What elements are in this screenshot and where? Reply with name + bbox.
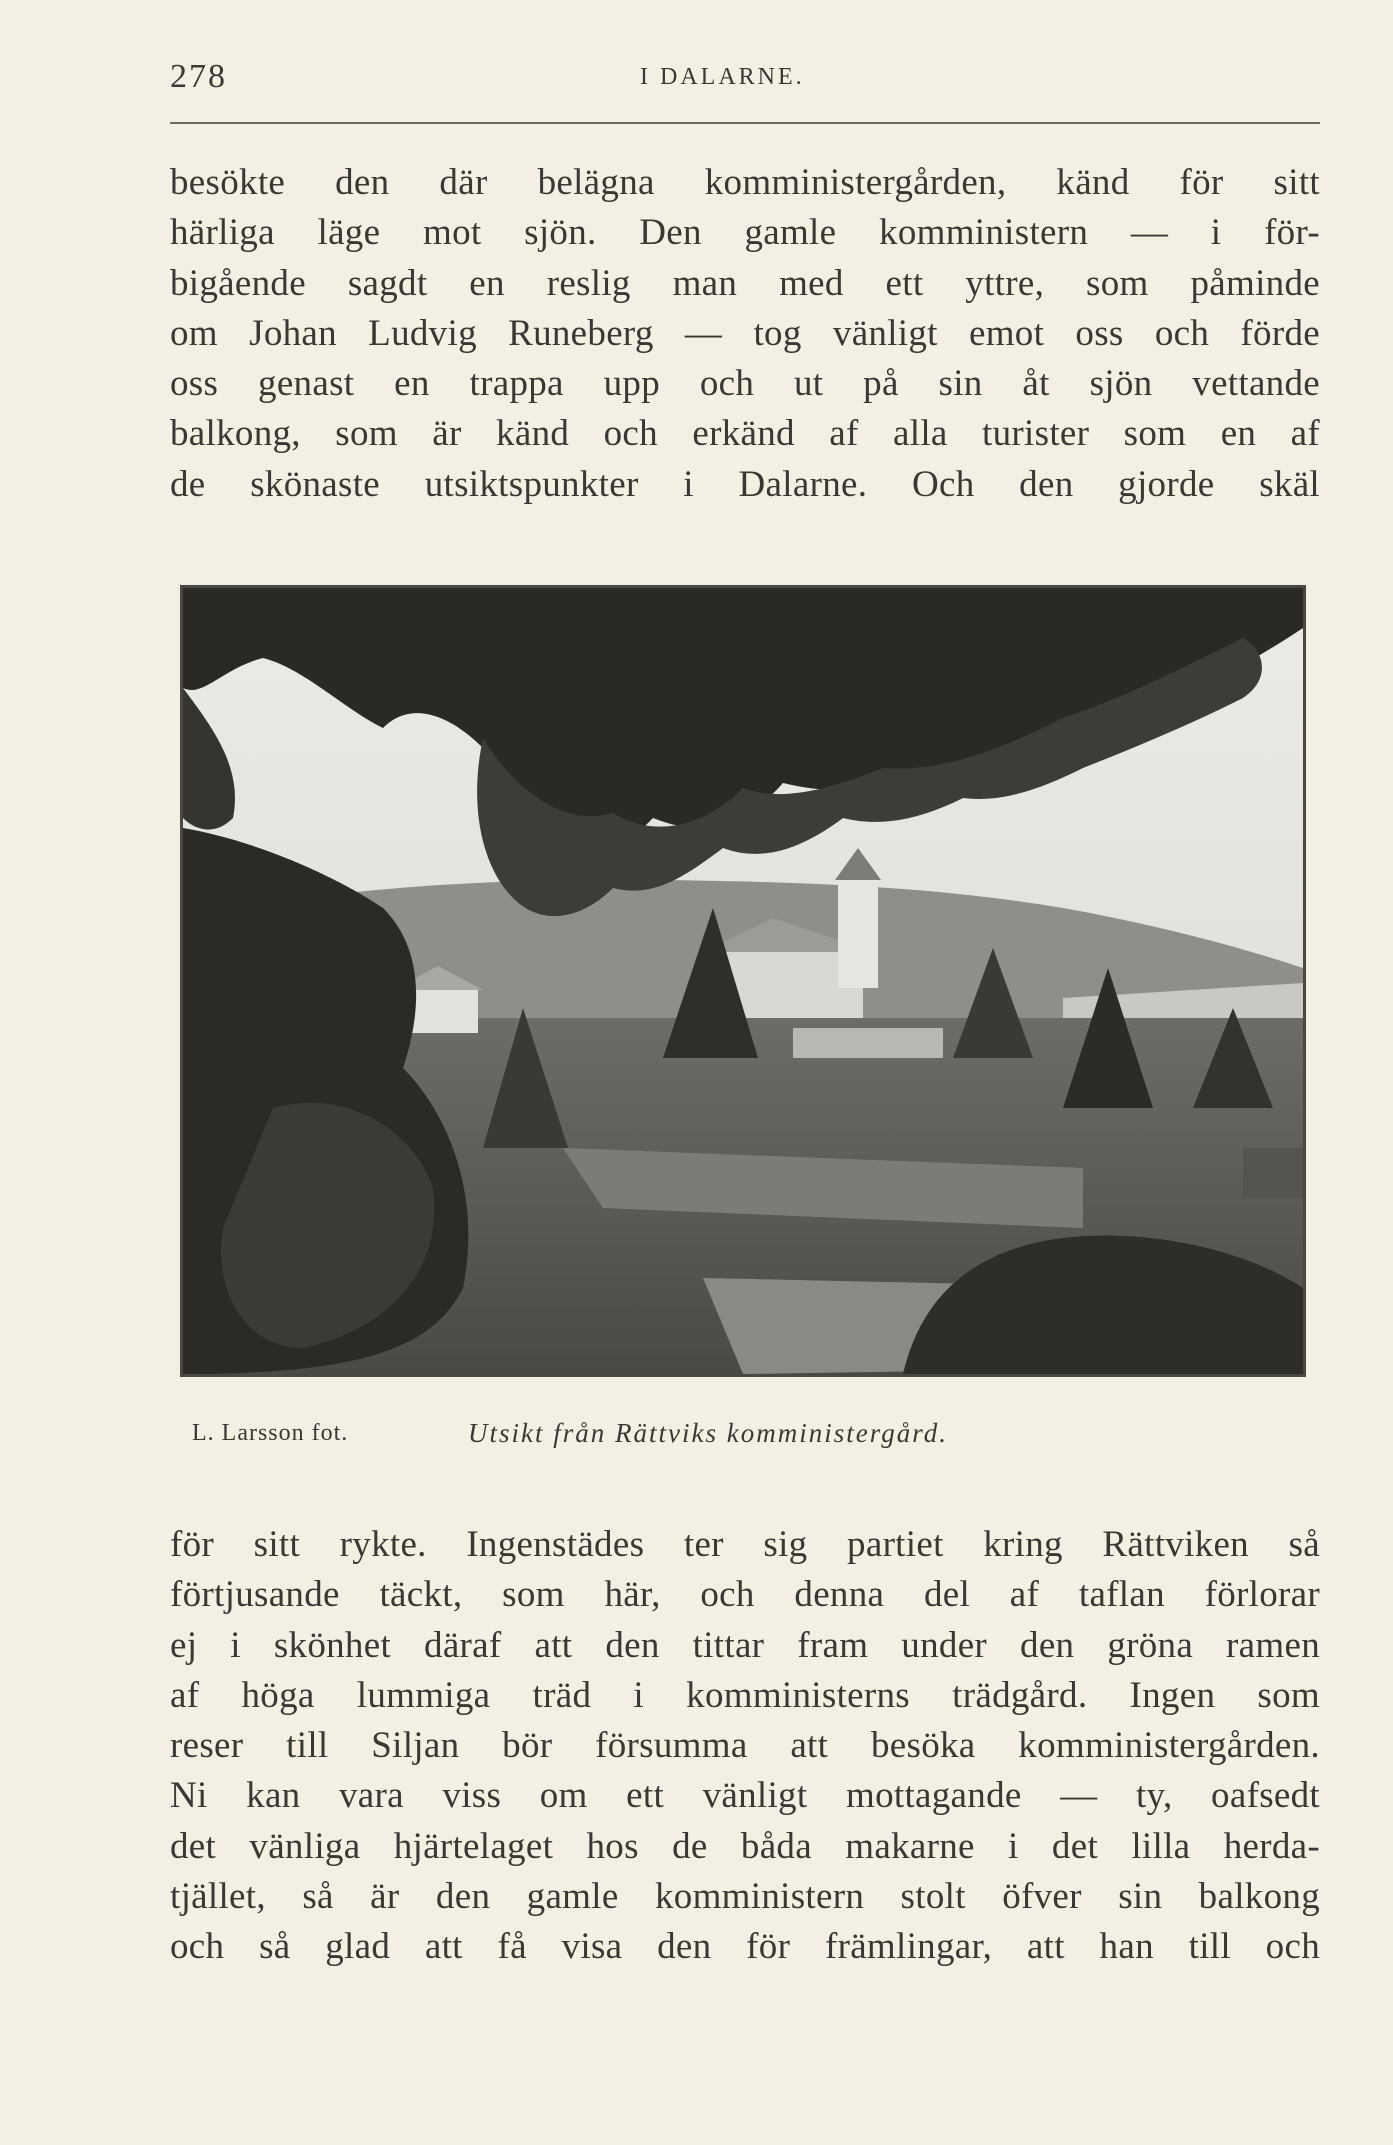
text-line: ej i skönhet däraf att den tittar fram under den gröna ramen: [170, 1624, 1320, 1666]
text-line: bigående sagdt en reslig man med ett yttre, som påminde: [170, 262, 1320, 304]
text-line: förtjusande täckt, som här, och denna del af taflan förlorar: [170, 1574, 1320, 1616]
text-line: reser till Siljan bör försumma att besöka komministergården.: [170, 1725, 1320, 1767]
text-line: tjället, så är den gamle komministern stolt öfver sin balkong: [170, 1876, 1320, 1918]
running-head: [170, 58, 1320, 98]
text-line: balkong, som är känd och erkänd af alla turister som en af: [170, 413, 1320, 455]
text-line: om Johan Ludvig Runeberg — tog vänligt emot oss och förde: [170, 312, 1320, 354]
paragraph-top: [170, 158, 1320, 510]
text-line: besökte den där belägna komministergården, känd för sitt: [170, 162, 1320, 203]
text-line: de skönaste utsiktspunkter i Dalarne. Och den gjorde skäl: [170, 463, 1320, 505]
page-number: 278: [170, 58, 227, 95]
text-line: det vänliga hjärtelaget hos de båda makarne i det lilla herda-: [170, 1825, 1320, 1867]
running-title: I DALARNE.: [640, 64, 805, 90]
photograph-plate: [180, 585, 1306, 1377]
text-line: af höga lummiga träd i komministerns trädgård. Ingen som: [170, 1674, 1320, 1716]
text-line: för sitt rykte. Ingenstädes ter sig partiet kring Rättviken så: [170, 1524, 1320, 1565]
paragraph-bottom: [170, 1520, 1320, 1973]
header-rule: [170, 122, 1320, 124]
figure-caption: Utsikt från Rättviks komministergård.: [468, 1418, 948, 1448]
text-line: Ni kan vara viss om ett vänligt mottagande — ty, oafsedt: [170, 1775, 1320, 1817]
text-line: och så glad att få visa den för främlingar, att han till och: [170, 1926, 1320, 1968]
text-line: oss genast en trappa upp och ut på sin åt sjön vettande: [170, 363, 1320, 405]
text-line: härliga läge mot sjön. Den gamle komministern — i för-: [170, 212, 1320, 254]
photo-credit: L. Larsson fot.: [192, 1420, 349, 1446]
landscape-photo: [183, 588, 1303, 1374]
